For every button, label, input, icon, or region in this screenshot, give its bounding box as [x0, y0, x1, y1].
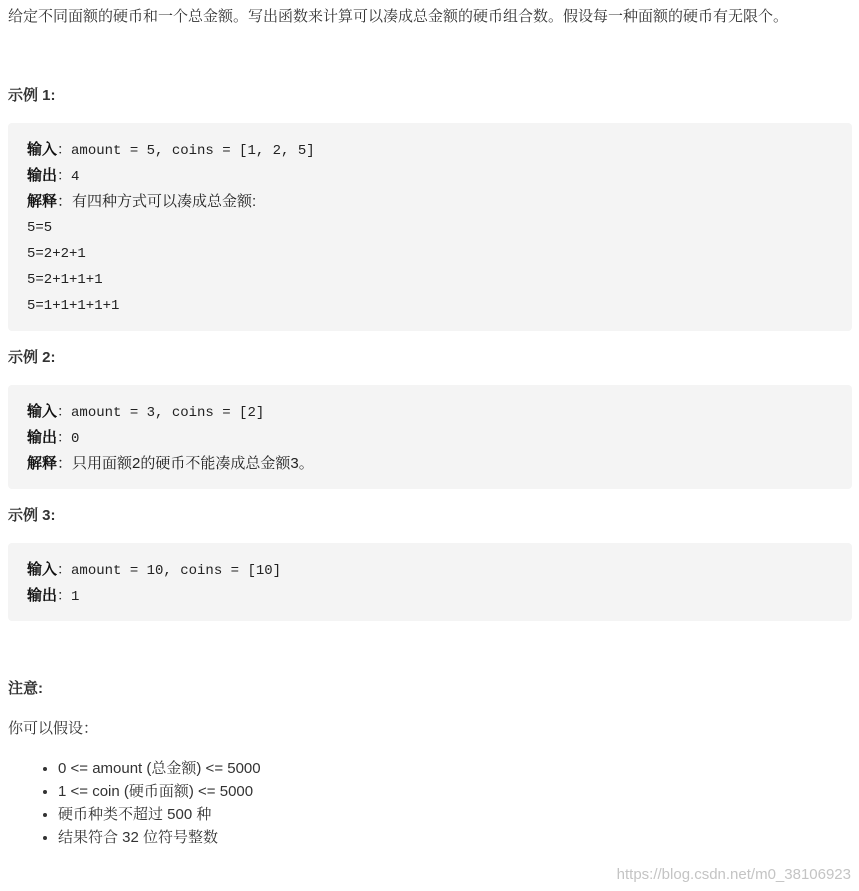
input-value: ：amount = 3, coins = [2] — [57, 405, 265, 421]
output-value: ：4 — [57, 169, 80, 185]
example-1-input — [27, 137, 833, 163]
problem-description — [8, 4, 852, 849]
explain-value: ：有四种方式可以凑成总金额: — [57, 193, 257, 210]
example-2-output — [27, 425, 833, 451]
input-label: 输入 — [27, 403, 58, 420]
watermark: https://blog.csdn.net/m0_38106923 — [616, 866, 851, 883]
example-2-block — [8, 385, 852, 489]
input-label: 输入 — [27, 141, 58, 158]
example-2-title: 示例 2: — [8, 349, 56, 366]
problem-intro: 给定不同面额的硬币和一个总金额。写出函数来计算可以凑成总金额的硬币组合数。假设每一种面额的硬币有无限个。 — [8, 8, 789, 25]
example-3-block — [8, 543, 852, 621]
list-item: • 1 <= coin (硬币面额) <= 5000 — [58, 780, 852, 803]
example-1-line: 5=2+2+1 — [27, 246, 86, 262]
note-lead: 你可以假设： — [8, 720, 99, 737]
example-1-title: 示例 1: — [8, 87, 56, 104]
explain-value: ：只用面额2的硬币不能凑成总金额3。 — [57, 455, 314, 472]
example-1-block — [8, 123, 852, 331]
example-3-title: 示例 3: — [8, 507, 56, 524]
example-1-explain — [27, 189, 833, 215]
input-label: 输入 — [27, 561, 58, 578]
example-2-input — [27, 399, 833, 425]
list-item: • 硬币种类不超过 500 种 — [58, 803, 852, 826]
output-value: ：0 — [57, 431, 80, 447]
output-label: 输出 — [27, 167, 58, 184]
example-3-input — [27, 557, 833, 583]
example-1-output — [27, 163, 833, 189]
input-value: ：amount = 5, coins = [1, 2, 5] — [57, 143, 315, 159]
output-label: 输出 — [27, 587, 58, 604]
constraints-list — [8, 757, 852, 849]
output-label: 输出 — [27, 429, 58, 446]
output-value: ：1 — [57, 589, 80, 605]
input-value: ：amount = 10, coins = [10] — [57, 563, 282, 579]
note-title: 注意: — [8, 680, 43, 697]
example-2-explain — [27, 451, 833, 477]
example-3-output — [27, 583, 833, 609]
example-1-line: 5=2+1+1+1 — [27, 272, 103, 288]
explain-label: 解释 — [27, 455, 58, 472]
example-1-line: 5=5 — [27, 220, 53, 236]
list-item: • 0 <= amount (总金额) <= 5000 — [58, 757, 852, 780]
explain-label: 解释 — [27, 193, 58, 210]
list-item: • 结果符合 32 位符号整数 — [58, 826, 852, 849]
example-1-line: 5=1+1+1+1+1 — [27, 298, 120, 314]
